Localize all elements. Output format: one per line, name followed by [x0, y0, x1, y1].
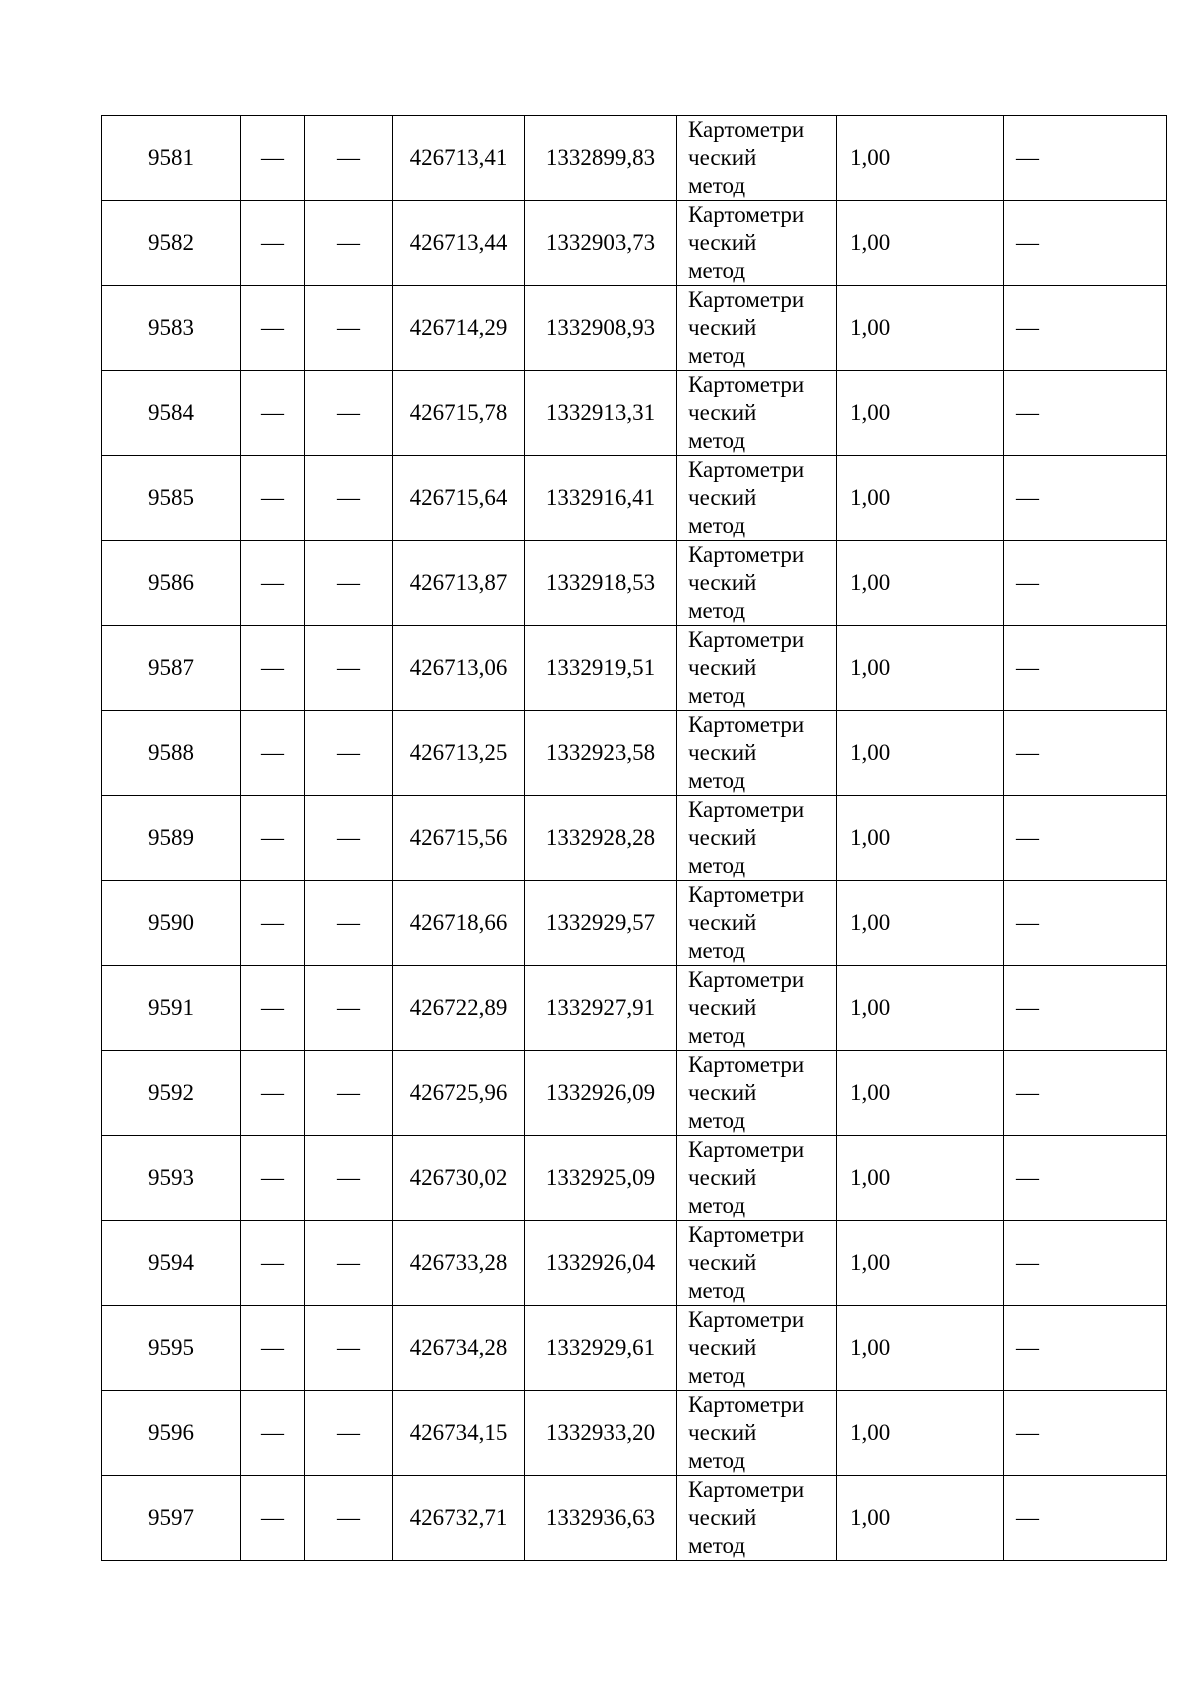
empty-value-cell: —	[241, 1136, 305, 1221]
point-number-cell: 9586	[102, 541, 241, 626]
accuracy-cell: 1,00	[837, 1051, 1004, 1136]
method-cell: Картометри ческий метод	[677, 371, 837, 456]
empty-value-cell: —	[1004, 1136, 1167, 1221]
accuracy-cell: 1,00	[837, 371, 1004, 456]
empty-value-cell: —	[1004, 1051, 1167, 1136]
empty-value-cell: —	[1004, 116, 1167, 201]
empty-value-cell: —	[305, 371, 393, 456]
empty-value-cell: —	[305, 541, 393, 626]
method-cell: Картометри ческий метод	[677, 1306, 837, 1391]
table-row	[102, 626, 1167, 711]
empty-value-cell: —	[1004, 456, 1167, 541]
x-coordinate-cell: 426722,89	[393, 966, 525, 1051]
empty-value-cell: —	[305, 201, 393, 286]
accuracy-cell: 1,00	[837, 626, 1004, 711]
y-coordinate-cell: 1332933,20	[525, 1391, 677, 1476]
empty-value-cell: —	[241, 1221, 305, 1306]
point-number-cell: 9596	[102, 1391, 241, 1476]
x-coordinate-cell: 426713,44	[393, 201, 525, 286]
empty-value-cell: —	[305, 711, 393, 796]
x-coordinate-cell: 426713,87	[393, 541, 525, 626]
y-coordinate-cell: 1332908,93	[525, 286, 677, 371]
table-row	[102, 371, 1167, 456]
point-number-cell: 9588	[102, 711, 241, 796]
table-row	[102, 711, 1167, 796]
empty-value-cell: —	[305, 1476, 393, 1561]
table-row	[102, 201, 1167, 286]
point-number-cell: 9597	[102, 1476, 241, 1561]
y-coordinate-cell: 1332929,57	[525, 881, 677, 966]
table-row	[102, 966, 1167, 1051]
empty-value-cell: —	[241, 1306, 305, 1391]
empty-value-cell: —	[241, 711, 305, 796]
empty-value-cell: —	[241, 371, 305, 456]
method-cell: Картометри ческий метод	[677, 1051, 837, 1136]
point-number-cell: 9584	[102, 371, 241, 456]
accuracy-cell: 1,00	[837, 881, 1004, 966]
empty-value-cell: —	[305, 1221, 393, 1306]
x-coordinate-cell: 426715,78	[393, 371, 525, 456]
empty-value-cell: —	[241, 796, 305, 881]
y-coordinate-cell: 1332929,61	[525, 1306, 677, 1391]
accuracy-cell: 1,00	[837, 1221, 1004, 1306]
method-cell: Картометри ческий метод	[677, 456, 837, 541]
coordinates-table	[101, 115, 1167, 1561]
empty-value-cell: —	[1004, 541, 1167, 626]
method-cell: Картометри ческий метод	[677, 1136, 837, 1221]
method-cell: Картометри ческий метод	[677, 796, 837, 881]
x-coordinate-cell: 426715,56	[393, 796, 525, 881]
x-coordinate-cell: 426715,64	[393, 456, 525, 541]
empty-value-cell: —	[305, 796, 393, 881]
empty-value-cell: —	[1004, 1476, 1167, 1561]
table-row	[102, 286, 1167, 371]
empty-value-cell: —	[305, 456, 393, 541]
method-cell: Картометри ческий метод	[677, 1221, 837, 1306]
empty-value-cell: —	[305, 1391, 393, 1476]
point-number-cell: 9585	[102, 456, 241, 541]
empty-value-cell: —	[1004, 1221, 1167, 1306]
empty-value-cell: —	[305, 116, 393, 201]
x-coordinate-cell: 426714,29	[393, 286, 525, 371]
y-coordinate-cell: 1332927,91	[525, 966, 677, 1051]
empty-value-cell: —	[241, 1051, 305, 1136]
point-number-cell: 9595	[102, 1306, 241, 1391]
table-row	[102, 1136, 1167, 1221]
table-row	[102, 1051, 1167, 1136]
point-number-cell: 9591	[102, 966, 241, 1051]
empty-value-cell: —	[241, 286, 305, 371]
x-coordinate-cell: 426734,15	[393, 1391, 525, 1476]
point-number-cell: 9593	[102, 1136, 241, 1221]
empty-value-cell: —	[1004, 1391, 1167, 1476]
y-coordinate-cell: 1332926,04	[525, 1221, 677, 1306]
y-coordinate-cell: 1332899,83	[525, 116, 677, 201]
point-number-cell: 9587	[102, 626, 241, 711]
accuracy-cell: 1,00	[837, 1136, 1004, 1221]
accuracy-cell: 1,00	[837, 541, 1004, 626]
y-coordinate-cell: 1332913,31	[525, 371, 677, 456]
empty-value-cell: —	[241, 541, 305, 626]
method-cell: Картометри ческий метод	[677, 286, 837, 371]
method-cell: Картометри ческий метод	[677, 1391, 837, 1476]
method-cell: Картометри ческий метод	[677, 1476, 837, 1561]
method-cell: Картометри ческий метод	[677, 711, 837, 796]
accuracy-cell: 1,00	[837, 711, 1004, 796]
empty-value-cell: —	[241, 1391, 305, 1476]
x-coordinate-cell: 426733,28	[393, 1221, 525, 1306]
accuracy-cell: 1,00	[837, 1476, 1004, 1561]
x-coordinate-cell: 426730,02	[393, 1136, 525, 1221]
x-coordinate-cell: 426713,06	[393, 626, 525, 711]
point-number-cell: 9582	[102, 201, 241, 286]
accuracy-cell: 1,00	[837, 201, 1004, 286]
empty-value-cell: —	[241, 456, 305, 541]
method-cell: Картометри ческий метод	[677, 541, 837, 626]
x-coordinate-cell: 426713,25	[393, 711, 525, 796]
empty-value-cell: —	[1004, 286, 1167, 371]
table-row	[102, 541, 1167, 626]
empty-value-cell: —	[305, 881, 393, 966]
accuracy-cell: 1,00	[837, 796, 1004, 881]
empty-value-cell: —	[1004, 966, 1167, 1051]
table-row	[102, 1476, 1167, 1561]
table-row	[102, 1221, 1167, 1306]
x-coordinate-cell: 426713,41	[393, 116, 525, 201]
y-coordinate-cell: 1332903,73	[525, 201, 677, 286]
y-coordinate-cell: 1332923,58	[525, 711, 677, 796]
accuracy-cell: 1,00	[837, 286, 1004, 371]
x-coordinate-cell: 426718,66	[393, 881, 525, 966]
y-coordinate-cell: 1332919,51	[525, 626, 677, 711]
empty-value-cell: —	[305, 286, 393, 371]
point-number-cell: 9594	[102, 1221, 241, 1306]
empty-value-cell: —	[305, 966, 393, 1051]
empty-value-cell: —	[305, 1051, 393, 1136]
empty-value-cell: —	[305, 626, 393, 711]
point-number-cell: 9589	[102, 796, 241, 881]
point-number-cell: 9592	[102, 1051, 241, 1136]
method-cell: Картометри ческий метод	[677, 201, 837, 286]
empty-value-cell: —	[1004, 796, 1167, 881]
empty-value-cell: —	[241, 201, 305, 286]
coordinates-table-body	[102, 116, 1167, 1561]
method-cell: Картометри ческий метод	[677, 626, 837, 711]
accuracy-cell: 1,00	[837, 116, 1004, 201]
accuracy-cell: 1,00	[837, 1391, 1004, 1476]
empty-value-cell: —	[241, 626, 305, 711]
empty-value-cell: —	[305, 1136, 393, 1221]
empty-value-cell: —	[1004, 881, 1167, 966]
table-row	[102, 881, 1167, 966]
table-row	[102, 796, 1167, 881]
empty-value-cell: —	[1004, 1306, 1167, 1391]
method-cell: Картометри ческий метод	[677, 881, 837, 966]
empty-value-cell: —	[241, 116, 305, 201]
x-coordinate-cell: 426734,28	[393, 1306, 525, 1391]
empty-value-cell: —	[1004, 371, 1167, 456]
y-coordinate-cell: 1332916,41	[525, 456, 677, 541]
x-coordinate-cell: 426725,96	[393, 1051, 525, 1136]
y-coordinate-cell: 1332918,53	[525, 541, 677, 626]
y-coordinate-cell: 1332936,63	[525, 1476, 677, 1561]
empty-value-cell: —	[241, 881, 305, 966]
y-coordinate-cell: 1332925,09	[525, 1136, 677, 1221]
point-number-cell: 9583	[102, 286, 241, 371]
y-coordinate-cell: 1332926,09	[525, 1051, 677, 1136]
table-row	[102, 116, 1167, 201]
accuracy-cell: 1,00	[837, 456, 1004, 541]
table-row	[102, 1306, 1167, 1391]
empty-value-cell: —	[241, 1476, 305, 1561]
method-cell: Картометри ческий метод	[677, 116, 837, 201]
empty-value-cell: —	[1004, 626, 1167, 711]
point-number-cell: 9590	[102, 881, 241, 966]
accuracy-cell: 1,00	[837, 1306, 1004, 1391]
empty-value-cell: —	[241, 966, 305, 1051]
empty-value-cell: —	[1004, 201, 1167, 286]
table-row	[102, 456, 1167, 541]
method-cell: Картометри ческий метод	[677, 966, 837, 1051]
point-number-cell: 9581	[102, 116, 241, 201]
accuracy-cell: 1,00	[837, 966, 1004, 1051]
x-coordinate-cell: 426732,71	[393, 1476, 525, 1561]
table-row	[102, 1391, 1167, 1476]
empty-value-cell: —	[305, 1306, 393, 1391]
y-coordinate-cell: 1332928,28	[525, 796, 677, 881]
empty-value-cell: —	[1004, 711, 1167, 796]
